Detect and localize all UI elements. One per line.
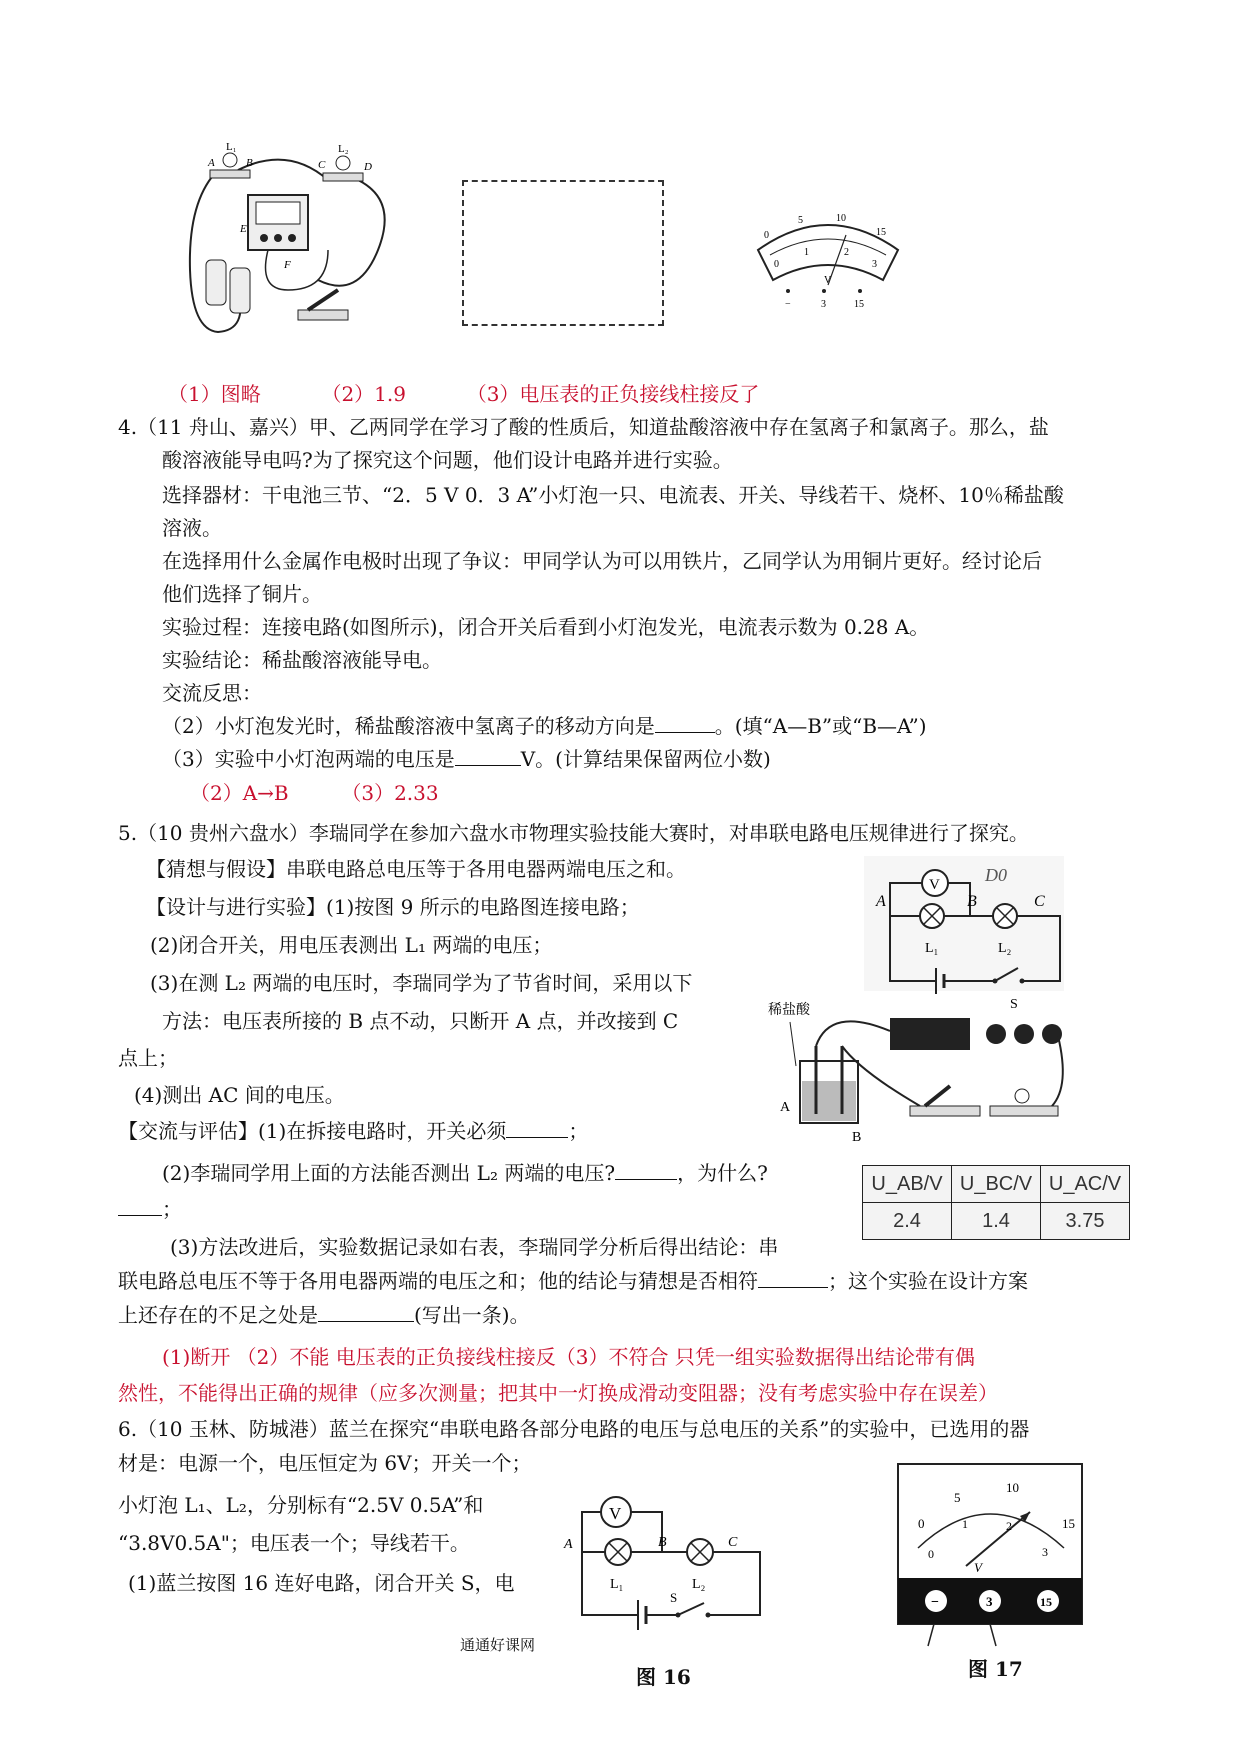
q5-electrode-b: B bbox=[852, 1130, 862, 1145]
label-d: D bbox=[364, 161, 372, 173]
q4-line9: 交流反思： bbox=[162, 681, 262, 705]
fig16-point-c: C bbox=[728, 1535, 738, 1550]
q4-q2-text: （2）小灯泡发光时，稀盐酸溶液中氢离子的移动方向是 bbox=[162, 714, 655, 738]
fig17-term-3: 3 bbox=[986, 1594, 993, 1609]
q4-line6: 他们选择了铜片。 bbox=[162, 582, 322, 606]
q4-line10 bbox=[162, 713, 927, 739]
label-e: E bbox=[240, 223, 247, 235]
q5-line13 bbox=[118, 1268, 1028, 1294]
answer-1 bbox=[168, 381, 759, 407]
q5-q3-text: 联电路总电压不等于各用电器两端的电压之和；他的结论与猜想是否相符 bbox=[118, 1269, 758, 1293]
q6-line5: (1)蓝兰按图 16 连好电路，闭合开关 S，电 bbox=[128, 1571, 515, 1595]
q5-q2-text: (2)李瑞同学用上面的方法能否测出 L₂ 两端的电压? bbox=[162, 1161, 616, 1185]
q4-line7: 实验过程：连接电路(如图所示)，闭合开关后看到小灯泡发光，电流表示数为 0.28 A。 bbox=[162, 615, 930, 639]
fig17-tick-bot-2: 2 bbox=[1006, 1519, 1012, 1533]
tick-bot-1: 1 bbox=[804, 247, 809, 258]
q5-line9 bbox=[118, 1118, 588, 1144]
answer-blank[interactable] bbox=[318, 1303, 414, 1322]
fig17-caption: 图 17 bbox=[968, 1657, 1023, 1681]
table-cell: 3.75 bbox=[1041, 1203, 1130, 1240]
q5-acid-label: 稀盐酸 bbox=[768, 1003, 810, 1018]
fig16-voltmeter-label: V bbox=[609, 1504, 622, 1523]
q5-q4-text: 上还存在的不足之处是 bbox=[118, 1303, 318, 1327]
fig17-voltmeter bbox=[894, 1460, 1094, 1648]
q5-q2-end: ； bbox=[162, 1197, 182, 1221]
label-f: F bbox=[284, 259, 291, 271]
label-c: C bbox=[318, 159, 326, 171]
q4-line1: 4.（11 舟山、嘉兴）甲、乙两同学在学习了酸的性质后，知道盐酸溶液中存在氢离子和氯离子。那么，盐 bbox=[118, 415, 1049, 439]
q5-line3: 【设计与进行实验】(1)按图 9 所示的电路图连接电路； bbox=[146, 895, 640, 919]
q5-electrode-a: A bbox=[780, 1100, 791, 1115]
table-cell: 2.4 bbox=[863, 1203, 952, 1240]
q5-lamp-l2: L₂ bbox=[998, 941, 1012, 956]
fig17-tick-bot-0: 0 bbox=[928, 1547, 934, 1561]
fig17-tick-top-0: 0 bbox=[918, 1516, 925, 1531]
fig17-term-15: 15 bbox=[1040, 1595, 1052, 1609]
answer-blank[interactable] bbox=[615, 1161, 677, 1180]
table-header: U_AB/V bbox=[863, 1166, 952, 1203]
q5-line8: (4)测出 AC 间的电压。 bbox=[134, 1083, 345, 1107]
tick-top-15: 15 bbox=[876, 227, 886, 238]
tick-bot-2: 2 bbox=[844, 247, 849, 258]
fig16-point-a: A bbox=[564, 1537, 573, 1552]
q5-point-a: A bbox=[876, 893, 886, 910]
voltmeter-top bbox=[748, 205, 908, 313]
q4-line8: 实验结论：稀盐酸溶液能导电。 bbox=[162, 648, 442, 672]
q4-q3-text: （3）实验中小灯泡两端的电压是 bbox=[162, 747, 455, 771]
q4-line2: 酸溶液能导电吗?为了探究这个问题，他们设计电路并进行实验。 bbox=[162, 448, 733, 472]
q5-lamp-l1: L₁ bbox=[925, 941, 939, 956]
q5-line4: (2)闭合开关，用电压表测出 L₁ 两端的电压； bbox=[150, 933, 553, 957]
tick-top-10: 10 bbox=[836, 213, 846, 224]
fig17-unit: V bbox=[974, 1560, 982, 1575]
answer-1-part3: （3）电压表的正负接线柱接反了 bbox=[466, 382, 760, 406]
answer-blank[interactable] bbox=[655, 714, 715, 733]
q5-line5: (3)在测 L₂ 两端的电压时，李瑞同学为了节省时间，采用以下 bbox=[150, 971, 693, 995]
fig16-switch-s: S bbox=[670, 1590, 678, 1605]
q4-answer-b: （3）2.33 bbox=[341, 781, 439, 805]
q5-switch-text: 【交流与评估】(1)在拆接电路时，开关必须 bbox=[118, 1119, 507, 1143]
q4-line3: 选择器材：干电池三节、“2．5 V 0．3 A”小灯泡一只、电流表、开关、导线若干、烧杯、10％稀盐酸 bbox=[162, 483, 1064, 507]
q5-voltmeter-label: V bbox=[929, 877, 940, 893]
answer-blank[interactable] bbox=[118, 1197, 162, 1216]
q5-line2: 【猜想与假设】串联电路总电压等于各用电器两端电压之和。 bbox=[146, 857, 686, 881]
q5-q2-why: ，为什么? bbox=[677, 1161, 768, 1185]
fig17-tick-top-15: 15 bbox=[1062, 1516, 1075, 1531]
fig17-tick-top-10: 10 bbox=[1006, 1480, 1019, 1495]
fig17-term-neg: − bbox=[931, 1595, 939, 1610]
q6-line3: 小灯泡 L₁、L₂，分别标有“2.5V 0.5A”和 bbox=[118, 1493, 484, 1517]
fig16-point-b: B bbox=[658, 1535, 667, 1550]
table-header: U_AC/V bbox=[1041, 1166, 1130, 1203]
q5-line14 bbox=[118, 1302, 530, 1328]
q4-answer bbox=[190, 780, 439, 806]
q5-point-c: C bbox=[1034, 893, 1045, 910]
q4-line4: 溶液。 bbox=[162, 516, 222, 540]
q6-line4: “3.8V0.5A"；电压表一个；导线若干。 bbox=[118, 1531, 470, 1555]
answer-blank[interactable] bbox=[455, 747, 521, 766]
q5-line11 bbox=[118, 1196, 182, 1222]
q5-circuit-figure bbox=[760, 856, 1072, 1146]
answer-blank[interactable] bbox=[758, 1269, 828, 1288]
q5-line1: 5.（10 贵州六盘水）李瑞同学在参加六盘水市物理实验技能大赛时，对串联电路电压规律进行了探究。 bbox=[118, 821, 1029, 845]
q6-line1: 6.（10 玉林、防城港）蓝兰在探究“串联电路各部分电路的电压与总电压的关系”的实验中，已选用的器 bbox=[118, 1417, 1030, 1441]
q4-answer-a: （2）A→B bbox=[190, 781, 289, 805]
q6-line2: 材是：电源一个，电压恒定为 6V；开关一个； bbox=[118, 1451, 532, 1475]
fig16-circuit bbox=[558, 1490, 770, 1630]
term-15: 15 bbox=[854, 299, 864, 310]
q5-answer-line1: (1)断开 （2）不能 电压表的正负接线柱接反（3）不符合 只凭一组实验数据得出结论带有偶 bbox=[162, 1345, 975, 1369]
q5-line10 bbox=[162, 1160, 768, 1186]
q4-line11 bbox=[162, 746, 771, 772]
q4-line5: 在选择用什么金属作电极时出现了争议：甲同学认为可以用铁片，乙同学认为用铜片更好。经讨论后 bbox=[162, 549, 1042, 573]
q4-q3-hint: V。(计算结果保留两位小数) bbox=[520, 747, 771, 771]
answer-1-part2: （2）1.9 bbox=[321, 382, 406, 406]
term-3: 3 bbox=[821, 299, 826, 310]
q5-switch-end: ； bbox=[568, 1119, 589, 1143]
q5-answer-line2: 然性，不能得出正确的规律（应多次测量；把其中一灯换成滑动变阻器；没有考虑实验中存在误差） bbox=[118, 1381, 998, 1405]
tick-bot-3: 3 bbox=[872, 259, 877, 270]
fig16-lamp-l1: L₁ bbox=[610, 1577, 624, 1592]
q5-q4-hint: (写出一条)。 bbox=[414, 1303, 530, 1327]
q5-point-b: B bbox=[967, 893, 977, 910]
table-header: U_BC/V bbox=[952, 1166, 1041, 1203]
q5-line6: 方法：电压表所接的 B 点不动，只断开 A 点，并改接到 C bbox=[162, 1009, 679, 1033]
fig17-tick-bot-3: 3 bbox=[1042, 1545, 1048, 1559]
meter-unit: V bbox=[824, 275, 832, 286]
term-neg: − bbox=[785, 299, 791, 310]
tick-top-5: 5 bbox=[798, 215, 803, 226]
fig16-caption: 图 16 bbox=[636, 1665, 691, 1689]
answer-blank[interactable] bbox=[506, 1119, 568, 1138]
fig17-tick-top-5: 5 bbox=[954, 1490, 961, 1505]
q5-data-table bbox=[862, 1165, 1130, 1240]
q5-line12: (3)方法改进后，实验数据记录如右表，李瑞同学分析后得出结论：串 bbox=[170, 1235, 779, 1259]
tick-bot-0: 0 bbox=[774, 259, 779, 270]
label-a: A bbox=[208, 157, 215, 169]
q5-line7: 点上； bbox=[118, 1046, 178, 1070]
label-l2: L₂ bbox=[338, 143, 349, 155]
drawing-box bbox=[462, 180, 664, 326]
label-l1: L₁ bbox=[226, 141, 237, 153]
label-b: B bbox=[246, 157, 253, 169]
q5-handwritten-note: D0 bbox=[985, 865, 1007, 885]
q4-q2-hint: 。(填“A—B”或“B—A”) bbox=[714, 714, 927, 738]
q5-switch-s: S bbox=[1010, 997, 1018, 1012]
answer-1-part1: （1）图略 bbox=[168, 382, 261, 406]
table-cell: 1.4 bbox=[952, 1203, 1041, 1240]
fig16-lamp-l2: L₂ bbox=[692, 1577, 706, 1592]
circuit-photo-top bbox=[178, 140, 418, 345]
tick-top-0: 0 bbox=[764, 230, 769, 241]
footer-watermark: 通通好课网 bbox=[460, 1636, 536, 1654]
fig17-tick-bot-1: 1 bbox=[962, 1517, 968, 1531]
q5-q3-tail: ；这个实验在设计方案 bbox=[828, 1269, 1028, 1293]
